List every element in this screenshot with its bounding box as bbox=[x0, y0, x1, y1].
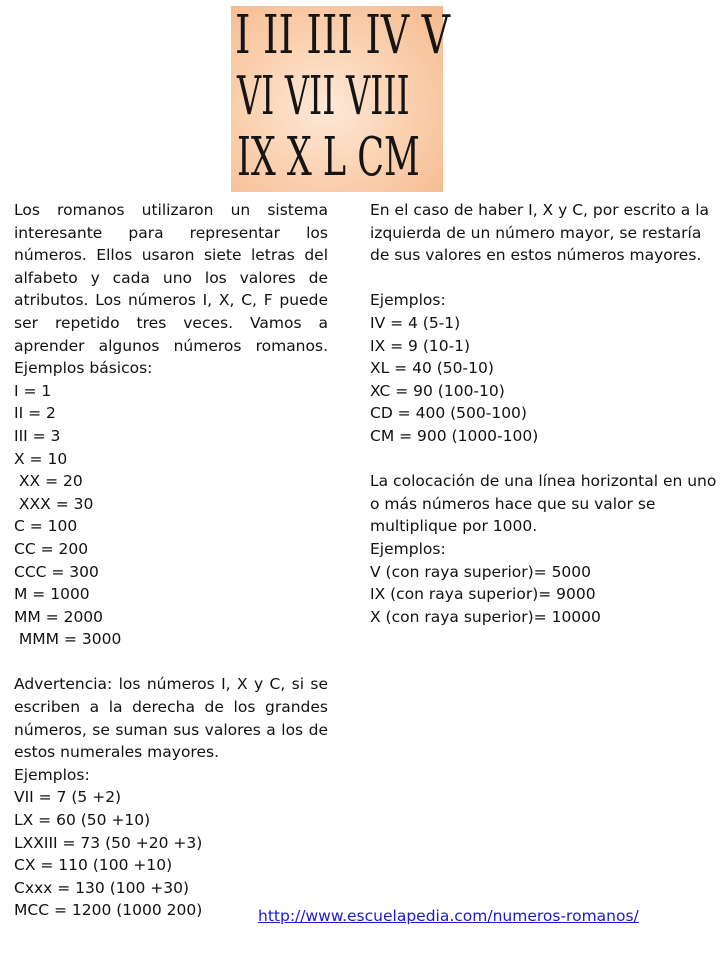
subtract-line: izquierda de un número mayor, se restaría bbox=[370, 223, 702, 242]
addition-example: LXXIII = 73 (50 +20 +3) bbox=[14, 833, 203, 852]
basic-example: I = 1 bbox=[14, 381, 52, 400]
addition-example: VII = 7 (5 +2) bbox=[14, 788, 122, 807]
basic-example: XXX = 30 bbox=[14, 494, 94, 513]
addition-example: Cxxx = 130 (100 +30) bbox=[14, 878, 190, 897]
examples-heading: Ejemplos: bbox=[14, 765, 90, 784]
roman-numerals-image bbox=[231, 5, 450, 192]
overline-example: V (con raya superior)= 5000 bbox=[370, 562, 592, 581]
warning-line: estos numerales mayores. bbox=[14, 743, 219, 762]
right-column bbox=[370, 199, 717, 628]
subtract-line: de sus valores en estos números mayores. bbox=[370, 246, 702, 265]
spacer bbox=[14, 651, 328, 674]
basic-examples-heading: Ejemplos básicos: bbox=[14, 359, 153, 378]
overline-example: X (con raya superior)= 10000 bbox=[370, 607, 601, 626]
hero-row-1: I II III IV V bbox=[235, 5, 450, 66]
intro-line: ser repetido tres veces. Vamos a bbox=[14, 313, 328, 332]
basic-example: III = 3 bbox=[14, 426, 61, 445]
basic-example: II = 2 bbox=[14, 404, 56, 423]
spacer bbox=[370, 448, 700, 471]
subtract-line: En el caso de haber I, X y C, por escrito a la bbox=[370, 201, 710, 219]
subtract-example: XL = 40 (50-10) bbox=[370, 359, 494, 378]
subtract-example: XC = 90 (100-10) bbox=[370, 381, 505, 400]
subtract-examples-heading: Ejemplos: bbox=[370, 291, 446, 310]
hero-row-3: IX X L CM bbox=[237, 127, 420, 188]
source-link[interactable]: http://www.escuelapedia.com/numeros-romanos/ bbox=[258, 907, 639, 925]
warning-line: números, se suman sus valores a los de bbox=[14, 720, 328, 739]
subtract-example: CD = 400 (500-100) bbox=[370, 404, 527, 423]
overline-example: IX (con raya superior)= 9000 bbox=[370, 585, 596, 604]
subtract-example: IV = 4 (5-1) bbox=[370, 313, 461, 332]
spacer bbox=[370, 267, 700, 290]
overline-line: La colocación de una línea horizontal en uno bbox=[370, 472, 717, 491]
basic-example: XX = 20 bbox=[14, 472, 83, 491]
basic-example: MMM = 3000 bbox=[14, 630, 122, 649]
warning-line: escriben a la derecha de los grandes bbox=[14, 698, 328, 717]
addition-example: MCC = 1200 (1000 200) bbox=[14, 901, 203, 920]
intro-line: números. Ellos usaron siete letras del bbox=[14, 246, 328, 265]
intro-line: atributos. Los números I, X, C, F puede bbox=[14, 291, 328, 310]
basic-example: X = 10 bbox=[14, 449, 68, 468]
intro-line: Los romanos utilizaron un sistema bbox=[14, 201, 328, 219]
basic-example: M = 1000 bbox=[14, 585, 90, 604]
basic-example: CCC = 300 bbox=[14, 562, 99, 581]
basic-example: CC = 200 bbox=[14, 539, 89, 558]
addition-example: LX = 60 (50 +10) bbox=[14, 811, 151, 830]
intro-line: interesante para representar los bbox=[14, 223, 328, 242]
basic-example: C = 100 bbox=[14, 517, 78, 536]
intro-line: aprender algunos números romanos. bbox=[14, 336, 328, 355]
intro-line: alfabeto y cada uno los valores de bbox=[14, 268, 328, 287]
addition-example: CX = 110 (100 +10) bbox=[14, 856, 173, 875]
subtract-example: IX = 9 (10-1) bbox=[370, 336, 471, 355]
left-column bbox=[14, 199, 328, 922]
basic-example: MM = 2000 bbox=[14, 607, 104, 626]
overline-examples-heading: Ejemplos: bbox=[370, 539, 446, 558]
subtract-example: CM = 900 (1000-100) bbox=[370, 426, 539, 445]
warning-line: Advertencia: los números I, X y C, si se bbox=[14, 675, 328, 694]
overline-line: o más números hace que su valor se bbox=[370, 494, 656, 513]
overline-line: multiplique por 1000. bbox=[370, 517, 538, 536]
hero-row-2: VI VII VIII bbox=[237, 66, 410, 127]
